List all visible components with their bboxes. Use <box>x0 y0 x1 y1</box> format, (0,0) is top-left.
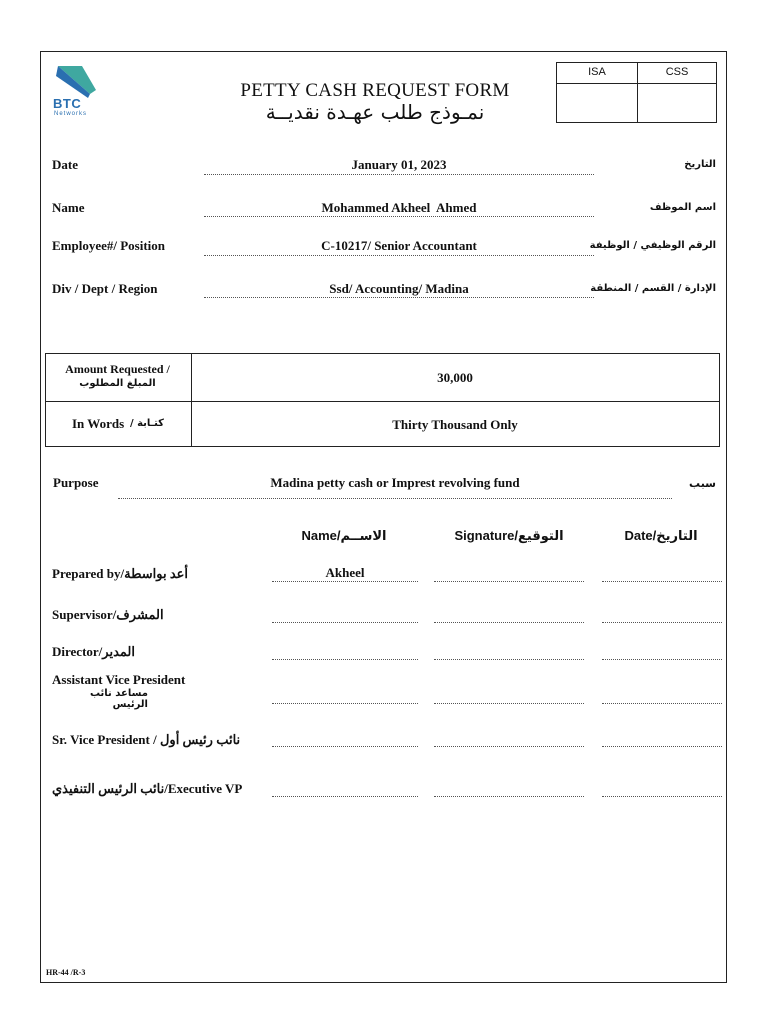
form-frame <box>40 51 727 983</box>
avp-date-line[interactable] <box>602 703 722 704</box>
logo-text: BTC <box>53 96 82 111</box>
supervisor-name-line[interactable] <box>272 622 418 623</box>
employee-line <box>204 255 594 256</box>
director-signature-line[interactable] <box>434 659 584 660</box>
prepared-by-label: Prepared by/أعد بواسطة <box>52 566 189 581</box>
supervisor-label: Supervisor/المشرف <box>52 607 164 622</box>
name-label-arabic: اسم الموظف <box>649 202 716 213</box>
division-line <box>204 297 594 298</box>
header-signature: Signature/التوقيع <box>454 528 564 543</box>
code-css: CSS <box>665 66 689 78</box>
employee-label: Employee#/ Position <box>52 238 166 253</box>
svp-name-line[interactable] <box>272 746 418 747</box>
supervisor-signature-line[interactable] <box>434 622 584 623</box>
avp-label: Assistant Vice President <box>52 672 186 687</box>
svp-date-line[interactable] <box>602 746 722 747</box>
purpose-line <box>118 498 672 499</box>
header-name: Name/الاســم <box>301 528 387 543</box>
avp-name-line[interactable] <box>272 703 418 704</box>
form-code: HR-44 /R-3 <box>46 968 86 977</box>
words-label: In Words <box>72 416 125 431</box>
prepared-signature-line[interactable] <box>434 581 584 582</box>
director-label: Director/المدير <box>52 644 135 659</box>
form-title-arabic: نمـوذج طلب عهـدة نقديــة <box>265 100 485 124</box>
name-label: Name <box>52 200 85 215</box>
evp-date-line[interactable] <box>602 796 722 797</box>
svp-signature-line[interactable] <box>434 746 584 747</box>
employee-value[interactable]: C-10217/ Senior Accountant <box>321 238 477 253</box>
svp-label: Sr. Vice President / نائب رئيس أول <box>52 732 241 747</box>
amount-label-arabic: المبلغ المطلوب <box>79 378 156 389</box>
name-value[interactable]: Mohammed Akheel Ahmed <box>321 200 477 215</box>
purpose-label: Purpose <box>53 475 99 490</box>
avp-signature-line[interactable] <box>434 703 584 704</box>
division-label: Div / Dept / Region <box>52 281 158 296</box>
amount-value[interactable]: 30,000 <box>437 370 473 385</box>
director-date-line[interactable] <box>602 659 722 660</box>
division-label-arabic: الإدارة / القسم / المنطقة <box>590 283 716 294</box>
date-line <box>204 174 594 175</box>
evp-signature-line[interactable] <box>434 796 584 797</box>
prepared-date-line[interactable] <box>602 581 722 582</box>
employee-label-arabic: الرقم الوظيفي / الوظيفة <box>589 240 716 251</box>
avp-label-arabic: مساعد نائب الرئيس <box>89 688 148 710</box>
date-label-arabic: التاريخ <box>684 159 716 170</box>
header-date: Date/التاريخ <box>624 528 698 543</box>
date-label: Date <box>52 157 78 172</box>
words-label-arabic: كتـابة / <box>129 418 164 429</box>
division-value[interactable]: Ssd/ Accounting/ Madina <box>329 281 469 296</box>
prepared-name-line <box>272 581 418 582</box>
amount-label: Amount Requested / <box>65 362 170 376</box>
code-isa: ISA <box>588 66 606 78</box>
director-name-line[interactable] <box>272 659 418 660</box>
purpose-value[interactable]: Madina petty cash or Imprest revolving fund <box>270 475 520 490</box>
supervisor-date-line[interactable] <box>602 622 722 623</box>
name-line <box>204 216 594 217</box>
form-title: PETTY CASH REQUEST FORM <box>240 80 510 101</box>
logo-subtext: Networks <box>54 111 88 117</box>
evp-name-line[interactable] <box>272 796 418 797</box>
evp-label: نائب الرئيس التنفيذي/Executive VP <box>52 781 243 796</box>
words-value[interactable]: Thirty Thousand Only <box>392 417 518 432</box>
date-value[interactable]: January 01, 2023 <box>351 157 447 172</box>
code-box <box>556 62 717 123</box>
purpose-label-arabic: سبب <box>689 477 716 490</box>
prepared-by-name[interactable]: Akheel <box>325 565 365 580</box>
